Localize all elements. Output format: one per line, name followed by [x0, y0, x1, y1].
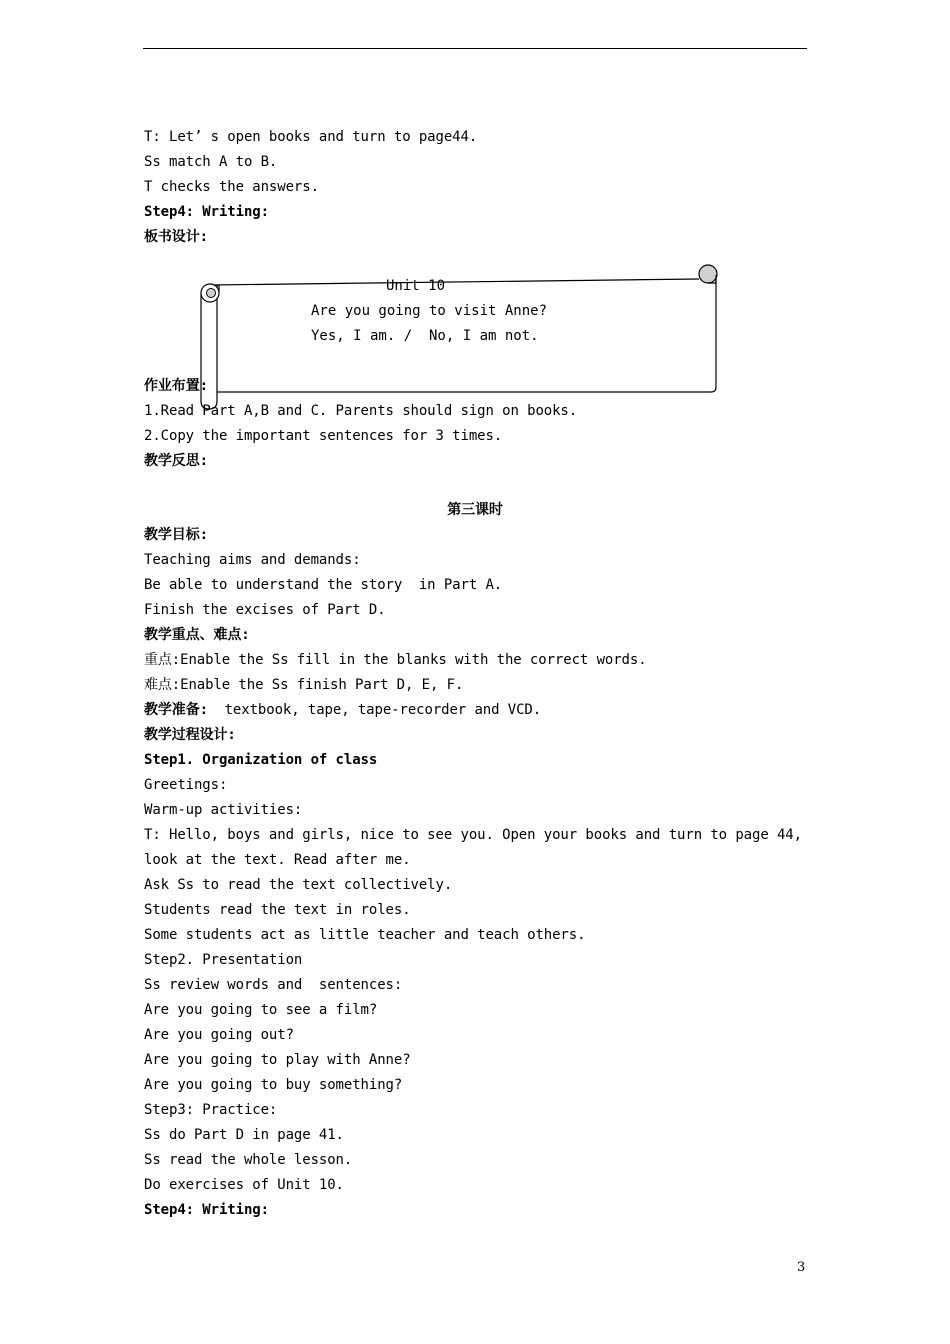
- homework-heading: 作业布置:: [144, 378, 208, 394]
- step-heading: Step4: Writing:: [144, 1202, 269, 1218]
- text-line: 重点:Enable the Ss fill in the blanks with the correct words.: [144, 652, 647, 668]
- text-line: Ss match A to B.: [144, 154, 278, 170]
- text-line: Greetings:: [144, 777, 228, 793]
- section-heading: 板书设计:: [144, 229, 208, 245]
- text-line: Step2. Presentation: [144, 952, 303, 968]
- homework-item: 2.Copy the important sentences for 3 times.: [144, 428, 503, 444]
- lesson-title: 第三课时: [447, 502, 503, 518]
- text-line: 难点:Enable the Ss finish Part D, E, F.: [144, 677, 464, 693]
- reflection-heading: 教学反思:: [144, 453, 208, 469]
- text-line: Ask Ss to read the text collectively.: [144, 877, 453, 893]
- text-line: Step3: Practice:: [144, 1102, 278, 1118]
- step-heading: Step4: Writing:: [144, 204, 269, 220]
- step-heading: Step1. Organization of class: [144, 752, 378, 768]
- text-line: Ss review words and sentences:: [144, 977, 403, 993]
- text-line: Are you going to play with Anne?: [144, 1052, 411, 1068]
- homework-item: 1.Read Part A,B and C. Parents should sign on books.: [144, 403, 578, 419]
- text-line: T: Let’ s open books and turn to page44.: [144, 129, 478, 145]
- prep-label: 教学准备:: [144, 702, 208, 718]
- section-heading: 教学目标:: [144, 527, 208, 543]
- text-line: T checks the answers.: [144, 179, 319, 195]
- header-rule: [143, 48, 807, 49]
- section-heading: 教学重点、难点:: [144, 627, 250, 643]
- board-line: Are you going to visit Anne?: [311, 303, 548, 319]
- text-line: Do exercises of Unit 10.: [144, 1177, 344, 1193]
- prep-text: textbook, tape, tape-recorder and VCD.: [207, 702, 542, 718]
- text-line: T: Hello, boys and girls, nice to see you. Open your books and turn to page 44,: [144, 827, 802, 843]
- text-line: Ss do Part D in page 41.: [144, 1127, 344, 1143]
- text-line: Teaching aims and demands:: [144, 552, 361, 568]
- text-line: Be able to understand the story in Part A.: [144, 577, 503, 593]
- text-line: Are you going to see a film?: [144, 1002, 378, 1018]
- board-title: Unit 10: [386, 278, 446, 294]
- text-line: Some students act as little teacher and teach others.: [144, 927, 586, 943]
- text-line: Students read the text in roles.: [144, 902, 411, 918]
- board-line: Yes, I am. / No, I am not.: [311, 328, 539, 344]
- blackboard-scroll: [199, 263, 721, 413]
- page-number: 3: [797, 1260, 806, 1275]
- text-line: Warm-up activities:: [144, 802, 303, 818]
- text-line: [144, 701, 541, 719]
- text-line: Ss read the whole lesson.: [144, 1152, 353, 1168]
- text-line: Are you going out?: [144, 1027, 294, 1043]
- text-line: look at the text. Read after me.: [144, 852, 411, 868]
- section-heading: 教学过程设计:: [144, 727, 236, 743]
- text-line: Are you going to buy something?: [144, 1077, 403, 1093]
- text-line: Finish the excises of Part D.: [144, 602, 386, 618]
